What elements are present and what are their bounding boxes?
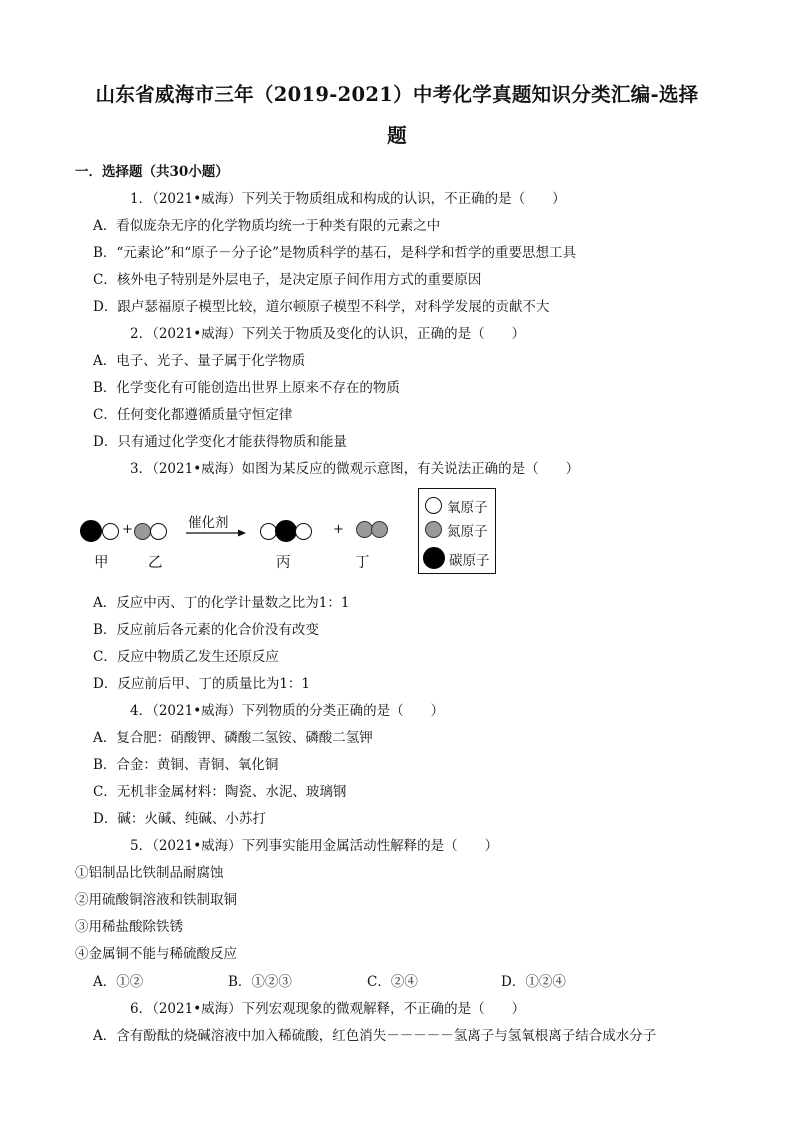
question-5-choice-b: B．①②③ (228, 974, 292, 990)
question-3-option-a: A．反应中丙、丁的化学计量数之比为1：1 (93, 595, 350, 611)
nitrogen-atom (371, 521, 388, 538)
question-5-item-2: ②用硫酸铜溶液和铁制取铜 (75, 892, 237, 908)
question-1-option-b: B．“元素论”和“原子－分子论”是物质科学的基石，是科学和哲学的重要思想工具 (93, 245, 577, 261)
legend-carbon: 碳原子 (449, 553, 490, 569)
carbon-atom (275, 520, 297, 542)
catalyst-label: 催化剂 (188, 515, 229, 531)
question-5-choice-d: D．①②④ (501, 974, 566, 990)
question-1-option-d: D．跟卢瑟福原子模型比较，道尔顿原子模型不科学，对科学发展的贡献不大 (93, 299, 550, 315)
question-1-option-c: C．核外电子特别是外层电子，是决定原子间作用方式的重要原因 (93, 272, 482, 288)
question-5-item-1: ①铝制品比铁制品耐腐蚀 (75, 865, 224, 881)
plus-sign: + (333, 522, 344, 537)
question-2-option-a: A．电子、光子、量子属于化学物质 (93, 353, 306, 369)
question-2-stem: 2．（2021•威海）下列关于物质及变化的认识，正确的是（ ） (130, 326, 526, 342)
oxygen-atom (295, 523, 312, 540)
question-4-option-c: C．无机非金属材料：陶瓷、水泥、玻璃钢 (93, 784, 347, 800)
carbon-atom-legend-icon (423, 547, 445, 569)
label-jia: 甲 (94, 555, 109, 571)
question-3-stem: 3．（2021•威海）如图为某反应的微观示意图，有关说法正确的是（ ） (130, 461, 580, 477)
question-3-option-b: B．反应前后各元素的化合价没有改变 (93, 622, 319, 638)
legend-nitrogen: 氮原子 (447, 524, 488, 540)
question-1-option-a: A．看似庞杂无序的化学物质均统一于种类有限的元素之中 (93, 218, 441, 234)
question-6-option-a: A．含有酚酞的烧碱溶液中加入稀硫酸，红色消失－－－－－氢离子与氢氧根离子结合成水分子 (93, 1028, 657, 1044)
diagram-legend (418, 488, 496, 574)
label-yi: 乙 (148, 555, 163, 571)
question-4-option-b: B．合金：黄铜、青铜、氧化铜 (93, 757, 279, 773)
nitrogen-atom (134, 523, 151, 540)
question-1-stem: 1．（2021•威海）下列关于物质组成和构成的认识，不正确的是（ ） (130, 191, 566, 207)
page-title-continued: 题 (387, 124, 407, 147)
oxygen-atom (102, 523, 119, 540)
oxygen-atom-legend-icon (425, 497, 442, 514)
reaction-arrow (185, 528, 247, 538)
question-2-option-d: D．只有通过化学变化才能获得物质和能量 (93, 434, 347, 450)
oxygen-atom (150, 523, 167, 540)
label-bing: 丙 (276, 555, 291, 571)
nitrogen-atom-legend-icon (425, 521, 442, 538)
question-5-item-4: ④金属铜不能与稀硫酸反应 (75, 946, 237, 962)
question-3-option-d: D．反应前后甲、丁的质量比为1：1 (93, 676, 311, 692)
legend-oxygen: 氧原子 (447, 500, 488, 516)
carbon-atom (80, 520, 102, 542)
label-ding: 丁 (355, 555, 370, 571)
question-5-choice-c: C．②④ (367, 974, 418, 990)
question-3-option-c: C．反应中物质乙发生还原反应 (93, 649, 279, 665)
question-2-option-c: C．任何变化都遵循质量守恒定律 (93, 407, 293, 423)
question-5-choice-a: A．①② (93, 974, 144, 990)
section-heading: 一．选择题（共30小题） (75, 164, 229, 180)
question-5-item-3: ③用稀盐酸除铁锈 (75, 919, 183, 935)
page-title: 山东省威海市三年（2019-2021）中考化学真题知识分类汇编-选择 (95, 83, 699, 106)
question-6-stem: 6．（2021•威海）下列宏观现象的微观解释，不正确的是（ ） (130, 1001, 526, 1017)
question-2-option-b: B．化学变化有可能创造出世界上原来不存在的物质 (93, 380, 400, 396)
question-4-option-a: A．复合肥：硝酸钾、磷酸二氢铵、磷酸二氢钾 (93, 730, 373, 746)
question-4-option-d: D．碱：火碱、纯碱、小苏打 (93, 811, 266, 827)
question-4-stem: 4．（2021•威海）下列物质的分类正确的是（ ） (130, 703, 445, 719)
plus-sign: + (122, 522, 133, 537)
question-5-stem: 5．（2021•威海）下列事实能用金属活动性解释的是（ ） (130, 838, 499, 854)
